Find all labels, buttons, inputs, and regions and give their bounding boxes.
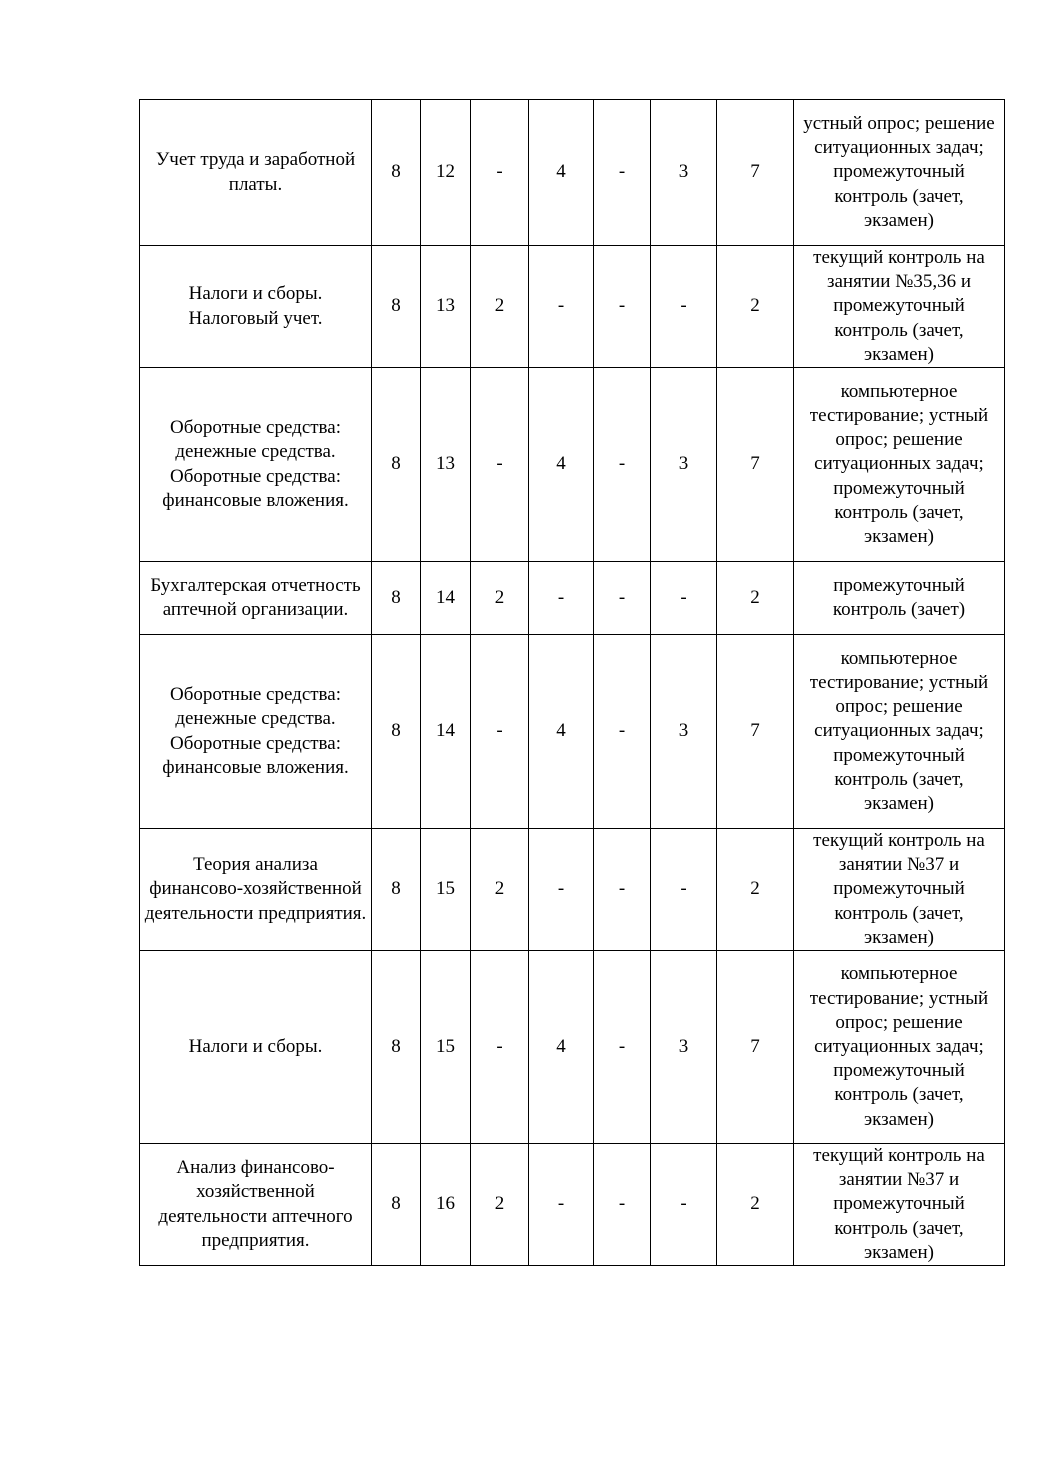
hours-cell-2: 4: [529, 368, 594, 562]
hours-cell-1: -: [471, 635, 529, 829]
total-hours-cell: 2: [717, 562, 794, 635]
control-form-cell: промежуточный контроль (зачет): [794, 562, 1005, 635]
hours-cell-2: -: [529, 246, 594, 368]
week-cell: 13: [421, 246, 471, 368]
hours-cell-3: -: [594, 829, 651, 951]
hours-cell-2: -: [529, 1144, 594, 1266]
hours-cell-3: -: [594, 1144, 651, 1266]
total-hours-cell: 2: [717, 246, 794, 368]
control-form-cell: компьютерное тестирование; устный опрос; решение ситуационных задач; промежуточный контроль (зачет, экзамен): [794, 951, 1005, 1144]
total-hours-cell: 2: [717, 829, 794, 951]
semester-cell: 8: [372, 1144, 421, 1266]
hours-cell-4: -: [651, 1144, 717, 1266]
hours-cell-1: -: [471, 368, 529, 562]
control-form-cell: текущий контроль на занятии №35,36 и промежуточный контроль (зачет, экзамен): [794, 246, 1005, 368]
hours-cell-3: -: [594, 246, 651, 368]
hours-cell-2: -: [529, 562, 594, 635]
control-form-cell: устный опрос; решение ситуационных задач; промежуточный контроль (зачет, экзамен): [794, 100, 1005, 246]
hours-cell-4: 3: [651, 100, 717, 246]
week-cell: 14: [421, 562, 471, 635]
semester-cell: 8: [372, 562, 421, 635]
week-cell: 16: [421, 1144, 471, 1266]
semester-cell: 8: [372, 100, 421, 246]
hours-cell-3: -: [594, 635, 651, 829]
table-row: [140, 562, 1005, 635]
week-cell: 15: [421, 829, 471, 951]
hours-cell-4: -: [651, 562, 717, 635]
hours-cell-2: -: [529, 829, 594, 951]
topic-cell: Оборотные средства: денежные средства. Оборотные средства: финансовые вложения.: [140, 368, 372, 562]
hours-cell-4: 3: [651, 635, 717, 829]
total-hours-cell: 7: [717, 635, 794, 829]
hours-cell-4: -: [651, 246, 717, 368]
hours-cell-2: 4: [529, 100, 594, 246]
hours-cell-4: -: [651, 829, 717, 951]
total-hours-cell: 2: [717, 1144, 794, 1266]
control-form-cell: текущий контроль на занятии №37 и промежуточный контроль (зачет, экзамен): [794, 1144, 1005, 1266]
week-cell: 14: [421, 635, 471, 829]
table-row: [140, 635, 1005, 829]
hours-cell-2: 4: [529, 635, 594, 829]
table-row: [140, 100, 1005, 246]
control-form-cell: компьютерное тестирование; устный опрос; решение ситуационных задач; промежуточный контроль (зачет, экзамен): [794, 635, 1005, 829]
semester-cell: 8: [372, 829, 421, 951]
table-row: [140, 1144, 1005, 1266]
semester-cell: 8: [372, 951, 421, 1144]
hours-cell-4: 3: [651, 951, 717, 1144]
topic-cell: Оборотные средства: денежные средства. Оборотные средства: финансовые вложения.: [140, 635, 372, 829]
control-form-cell: текущий контроль на занятии №37 и промежуточный контроль (зачет, экзамен): [794, 829, 1005, 951]
control-form-cell: компьютерное тестирование; устный опрос; решение ситуационных задач; промежуточный контроль (зачет, экзамен): [794, 368, 1005, 562]
hours-cell-1: -: [471, 951, 529, 1144]
hours-cell-1: 2: [471, 562, 529, 635]
semester-cell: 8: [372, 246, 421, 368]
total-hours-cell: 7: [717, 951, 794, 1144]
topic-cell: Анализ финансово-хозяйственной деятельности аптечного предприятия.: [140, 1144, 372, 1266]
week-cell: 12: [421, 100, 471, 246]
topic-cell: Налоги и сборы. Налоговый учет.: [140, 246, 372, 368]
topic-cell: Учет труда и заработной платы.: [140, 100, 372, 246]
hours-cell-3: -: [594, 562, 651, 635]
hours-cell-2: 4: [529, 951, 594, 1144]
topic-cell: Налоги и сборы.: [140, 951, 372, 1144]
total-hours-cell: 7: [717, 368, 794, 562]
hours-cell-1: -: [471, 100, 529, 246]
semester-cell: 8: [372, 368, 421, 562]
schedule-table: [139, 99, 1005, 1266]
topic-cell: Бухгалтерская отчетность аптечной организации.: [140, 562, 372, 635]
hours-cell-1: 2: [471, 246, 529, 368]
semester-cell: 8: [372, 635, 421, 829]
table-row: [140, 368, 1005, 562]
hours-cell-3: -: [594, 951, 651, 1144]
hours-cell-3: -: [594, 100, 651, 246]
total-hours-cell: 7: [717, 100, 794, 246]
table-row: [140, 246, 1005, 368]
table-row: [140, 829, 1005, 951]
hours-cell-1: 2: [471, 829, 529, 951]
table-row: [140, 951, 1005, 1144]
hours-cell-3: -: [594, 368, 651, 562]
hours-cell-4: 3: [651, 368, 717, 562]
week-cell: 15: [421, 951, 471, 1144]
topic-cell: Теория анализа финансово-хозяйственной деятельности предприятия.: [140, 829, 372, 951]
week-cell: 13: [421, 368, 471, 562]
hours-cell-1: 2: [471, 1144, 529, 1266]
